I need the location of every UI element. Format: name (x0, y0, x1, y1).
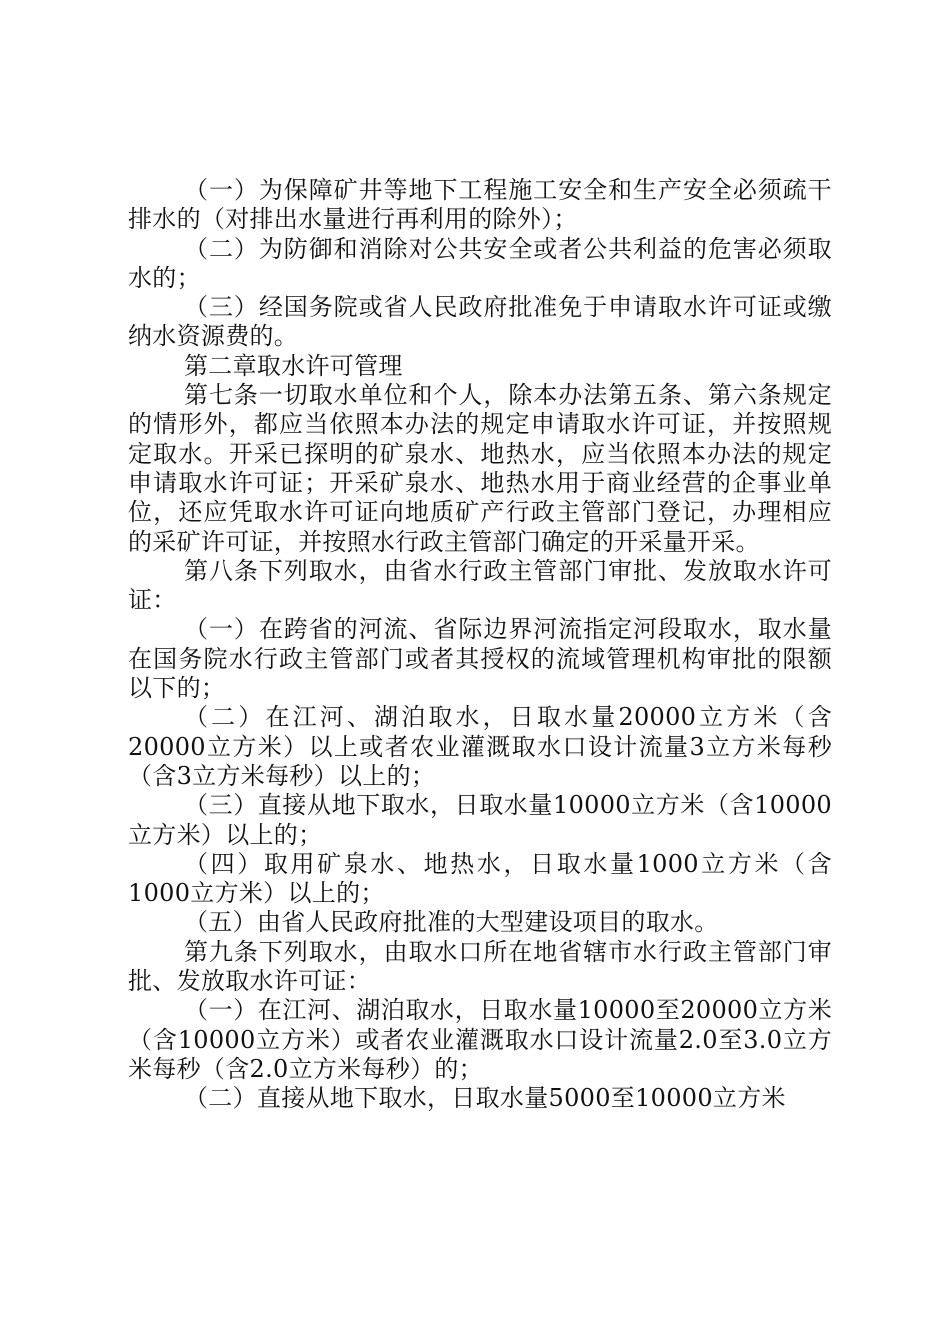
paragraph-item-2: （二）为防御和消除对公共安全或者公共利益的危害必须取水的； (128, 234, 832, 292)
article-8-item-1: （一）在跨省的河流、省际边界河流指定河段取水，取水量在国务院水行政主管部门或者其授权的流域管理机构审批的限额以下的； (128, 615, 832, 703)
article-9: 第九条下列取水，由取水口所在地省辖市水行政主管部门审批、发放取水许可证： (128, 937, 832, 996)
paragraph-item-1: （一）为保障矿井等地下工程施工安全和生产安全必须疏干排水的（对排出水量进行再利用的除外）； (128, 176, 832, 234)
chapter-heading: 第二章取水许可管理 (184, 351, 403, 380)
article-8-item-4: （四）取用矿泉水、地热水，日取水量1000立方米（含1000立方米）以上的； (128, 849, 832, 908)
paragraph-item-3: （三）经国务院或省人民政府批准免于申请取水许可证或缴纳水资源费的。 (128, 293, 832, 351)
document-body (128, 176, 832, 1114)
article-8-item-2: （二）在江河、湖泊取水，日取水量20000立方米（含20000立方米）以上或者农业灌溉取水口设计流量3立方米每秒（含3立方米每秒）以上的； (128, 703, 832, 790)
article-9-item-1: （一）在江河、湖泊取水，日取水量10000至20000立方米（含10000立方米）或者农业灌溉取水口设计流量2.0至3.0立方米每秒（含2.0立方米每秒）的； (128, 996, 832, 1083)
article-9-item-2: （二）直接从地下取水，日取水量5000至10000立方米 (184, 1084, 786, 1113)
article-8: 第八条下列取水，由省水行政主管部门审批、发放取水许可证： (128, 556, 832, 615)
article-8-item-5: （五）由省人民政府批准的大型建设项目的取水。 (184, 908, 719, 937)
article-8-item-3: （三）直接从地下取水，日取水量10000立方米（含10000立方米）以上的； (128, 791, 832, 849)
article-7: 第七条一切取水单位和个人，除本办法第五条、第六条规定的情形外，都应当依照本办法的规定申请取水许可证，并按照规定取水。开采已探明的矿泉水、地热水，应当依照本办法的规定申请取水许可证；开采矿泉水、地热水用于商业经营的企事业单位，还应凭取水许可证向地质矿产行政主管部门登记，办理相应的采矿许可证，并按照水行政主管部门确定的开采量开采。 (128, 381, 832, 556)
